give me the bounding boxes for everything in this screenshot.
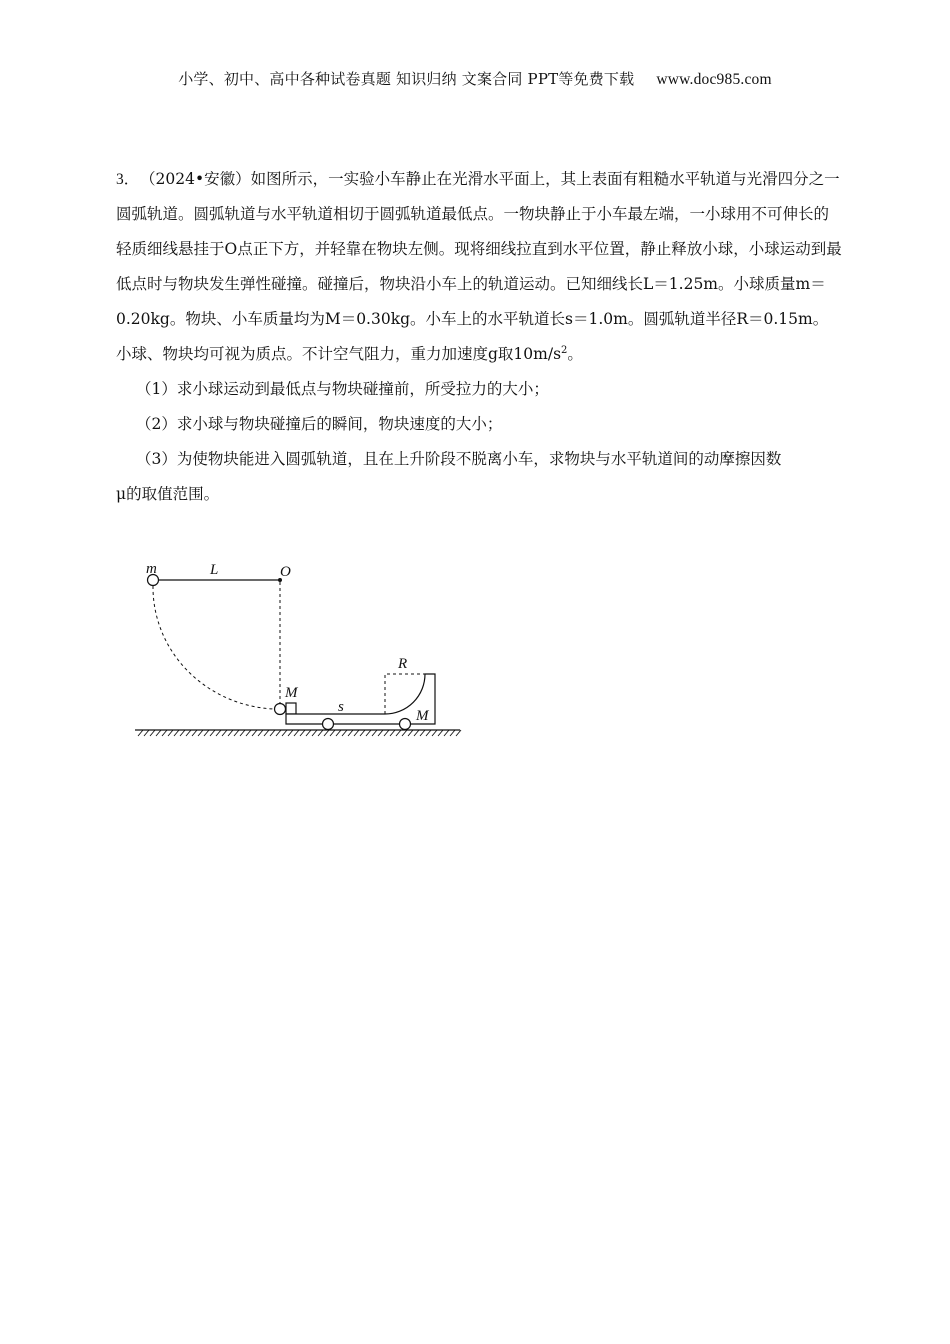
hatch-mark: [336, 730, 341, 736]
hatch-mark: [348, 730, 353, 736]
hatch-mark: [402, 730, 407, 736]
hatch-mark: [180, 730, 185, 736]
hatch-mark: [138, 730, 143, 736]
hatch-mark: [198, 730, 203, 736]
hatch-mark: [306, 730, 311, 736]
problem-number: 3．: [116, 171, 140, 188]
hatch-mark: [318, 730, 323, 736]
diagram-svg: [130, 558, 470, 748]
hatch-mark: [252, 730, 257, 736]
hatch-mark: [162, 730, 167, 736]
page-header: [0, 68, 950, 89]
question-1: （1）求小球运动到最低点与物块碰撞前，所受拉力的大小；: [136, 380, 549, 398]
hatch-mark: [222, 730, 227, 736]
hatch-mark: [282, 730, 287, 736]
hatch-mark: [438, 730, 443, 736]
block: [286, 703, 296, 714]
header-site: www.doc985.com: [656, 71, 772, 88]
hatch-mark: [450, 730, 455, 736]
hatch-mark: [270, 730, 275, 736]
hatch-mark: [420, 730, 425, 736]
label-O: O: [280, 564, 291, 580]
hatch-mark: [330, 730, 335, 736]
hatch-mark: [192, 730, 197, 736]
ground-hatching: [138, 730, 461, 736]
hatch-mark: [234, 730, 239, 736]
hatch-mark: [342, 730, 347, 736]
hatch-mark: [264, 730, 269, 736]
hatch-mark: [258, 730, 263, 736]
label-R: R: [398, 656, 408, 672]
problem-body-end: 。: [567, 345, 583, 363]
hatch-mark: [372, 730, 377, 736]
hatch-mark: [414, 730, 419, 736]
hatch-mark: [378, 730, 383, 736]
hatch-mark: [354, 730, 359, 736]
label-M-block: M: [285, 685, 298, 701]
hatch-mark: [312, 730, 317, 736]
hatch-mark: [210, 730, 215, 736]
hatch-mark: [300, 730, 305, 736]
problem-3: [116, 162, 842, 512]
hatch-mark: [246, 730, 251, 736]
hatch-mark: [150, 730, 155, 736]
cart-body: [286, 674, 435, 724]
problem-statement: [116, 162, 842, 372]
wheel-right: [400, 719, 411, 730]
label-L: L: [210, 562, 219, 578]
hatch-mark: [426, 730, 431, 736]
hatch-mark: [156, 730, 161, 736]
label-M-cart: M: [416, 708, 429, 724]
question-3-line-1: （3）为使物块能进入圆弧轨道，且在上升阶段不脱离小车，求物块与水平轨道间的动摩擦因数: [136, 450, 782, 468]
hatch-mark: [360, 730, 365, 736]
label-s: s: [338, 699, 344, 715]
label-m: m: [146, 561, 157, 577]
hatch-mark: [408, 730, 413, 736]
hatch-mark: [276, 730, 281, 736]
hatch-mark: [186, 730, 191, 736]
hatch-mark: [294, 730, 299, 736]
ball-bottom: [275, 704, 286, 715]
hatch-mark: [228, 730, 233, 736]
question-3: [116, 442, 842, 477]
problem-source: （2024•安徽）: [140, 170, 251, 188]
question-2: （2）求小球与物块碰撞后的瞬间，物块速度的大小；: [136, 415, 503, 433]
hatch-mark: [390, 730, 395, 736]
hatch-mark: [240, 730, 245, 736]
hatch-mark: [144, 730, 149, 736]
hatch-mark: [174, 730, 179, 736]
hatch-mark: [456, 730, 461, 736]
header-title: 小学、初中、高中各种试卷真题 知识归纳 文案合同 PPT等免费下载: [178, 70, 635, 88]
hatch-mark: [444, 730, 449, 736]
problem-body: 如图所示，一实验小车静止在光滑水平面上，其上表面有粗糙水平轨道与光滑四分之一圆弧轨道。圆弧轨道与水平轨道相切于圆弧轨道最低点。一物块静止于小车最左端，一小球用不可伸长的轻质细线悬挂于O点正下方，并轻靠在物块左侧。现将细线拉直到水平位置，静止释放小球，小球运动到最低点时与物块发生弹性碰撞。碰撞后，物块沿小车上的轨道运动。已知细线长L＝1.25m。小球质量m＝0.20kg。物块、小车质量均为M＝0.30kg。小车上的水平轨道长s＝1.0m。圆弧轨道半径R＝0.15m。小球、物块均可视为质点。不计空气阻力，重力加速度g取10m/s: [116, 170, 842, 363]
hatch-mark: [324, 730, 329, 736]
swing-path: [153, 586, 274, 709]
hatch-mark: [204, 730, 209, 736]
hatch-mark: [288, 730, 293, 736]
question-3-line-2: μ的取值范围。: [116, 485, 220, 503]
hatch-mark: [216, 730, 221, 736]
hatch-mark: [396, 730, 401, 736]
physics-diagram: [130, 558, 470, 748]
hatch-mark: [366, 730, 371, 736]
unit-superscript: 2: [561, 344, 568, 356]
hatch-mark: [432, 730, 437, 736]
hatch-mark: [168, 730, 173, 736]
wheel-left: [323, 719, 334, 730]
hatch-mark: [384, 730, 389, 736]
